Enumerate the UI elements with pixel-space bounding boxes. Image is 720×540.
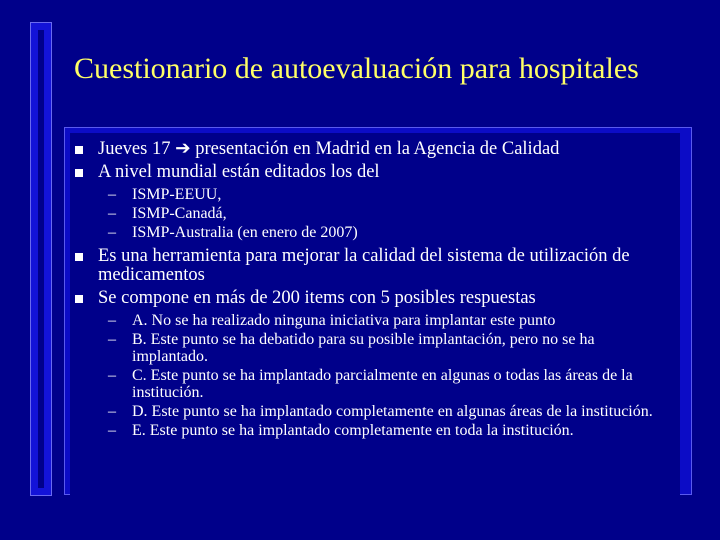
- sub-bullet-text: ISMP-EEUU,: [132, 186, 222, 203]
- bullet-text: Es una herramienta para mejorar la calidad del sistema de utilización de medicamentos: [98, 246, 630, 285]
- bullet-item: [72, 140, 672, 159]
- dash-bullet-icon: –: [108, 205, 116, 222]
- sub-bullet-item: [72, 205, 672, 222]
- square-bullet-icon: [75, 146, 83, 154]
- decorative-left-bar-inner: [38, 30, 44, 488]
- sub-bullet-list: [72, 312, 672, 439]
- sub-bullet-item: [72, 422, 672, 439]
- slide-body: [72, 140, 672, 445]
- sub-bullet-text: A. No se ha realizado ninguna iniciativa para implantar este punto: [132, 312, 556, 329]
- dash-bullet-icon: –: [108, 186, 116, 203]
- dash-bullet-icon: –: [108, 403, 116, 420]
- square-bullet-icon: [75, 295, 83, 303]
- sub-bullet-text: C. Este punto se ha implantado parcialmente en algunas o todas las áreas de la institución.: [132, 367, 633, 401]
- sub-bullet-text: E. Este punto se ha implantado completamente en toda la institución.: [132, 422, 574, 439]
- square-bullet-icon: [75, 169, 83, 177]
- bullet-text: Jueves 17 ➔ presentación en Madrid en la Agencia de Calidad: [98, 139, 560, 159]
- sub-bullet-item: [72, 224, 672, 241]
- dash-bullet-icon: –: [108, 422, 116, 439]
- sub-bullet-item: [72, 312, 672, 329]
- sub-bullet-text: D. Este punto se ha implantado completamente en algunas áreas de la institución.: [132, 403, 653, 420]
- sub-bullet-item: [72, 367, 672, 401]
- sub-bullet-item: [72, 186, 672, 203]
- bullet-text: A nivel mundial están editados los del: [98, 162, 380, 182]
- sub-bullet-item: [72, 331, 672, 365]
- square-bullet-icon: [75, 253, 83, 261]
- sub-bullet-text: ISMP-Australia (en enero de 2007): [132, 224, 358, 241]
- sub-bullet-text: ISMP-Canadá,: [132, 205, 227, 222]
- sub-bullet-item: [72, 403, 672, 420]
- sub-bullet-list: [72, 186, 672, 241]
- bullet-item: [72, 247, 672, 285]
- dash-bullet-icon: –: [108, 224, 116, 241]
- sub-bullet-text: B. Este punto se ha debatido para su posible implantación, pero no se ha implantado.: [132, 331, 595, 365]
- bullet-item: [72, 163, 672, 182]
- bullet-item: [72, 289, 672, 308]
- bullet-text: Se compone en más de 200 items con 5 posibles respuestas: [98, 288, 536, 308]
- dash-bullet-icon: –: [108, 312, 116, 329]
- slide-title: Cuestionario de autoevaluación para hospitales: [74, 52, 639, 85]
- dash-bullet-icon: –: [108, 331, 116, 348]
- dash-bullet-icon: –: [108, 367, 116, 384]
